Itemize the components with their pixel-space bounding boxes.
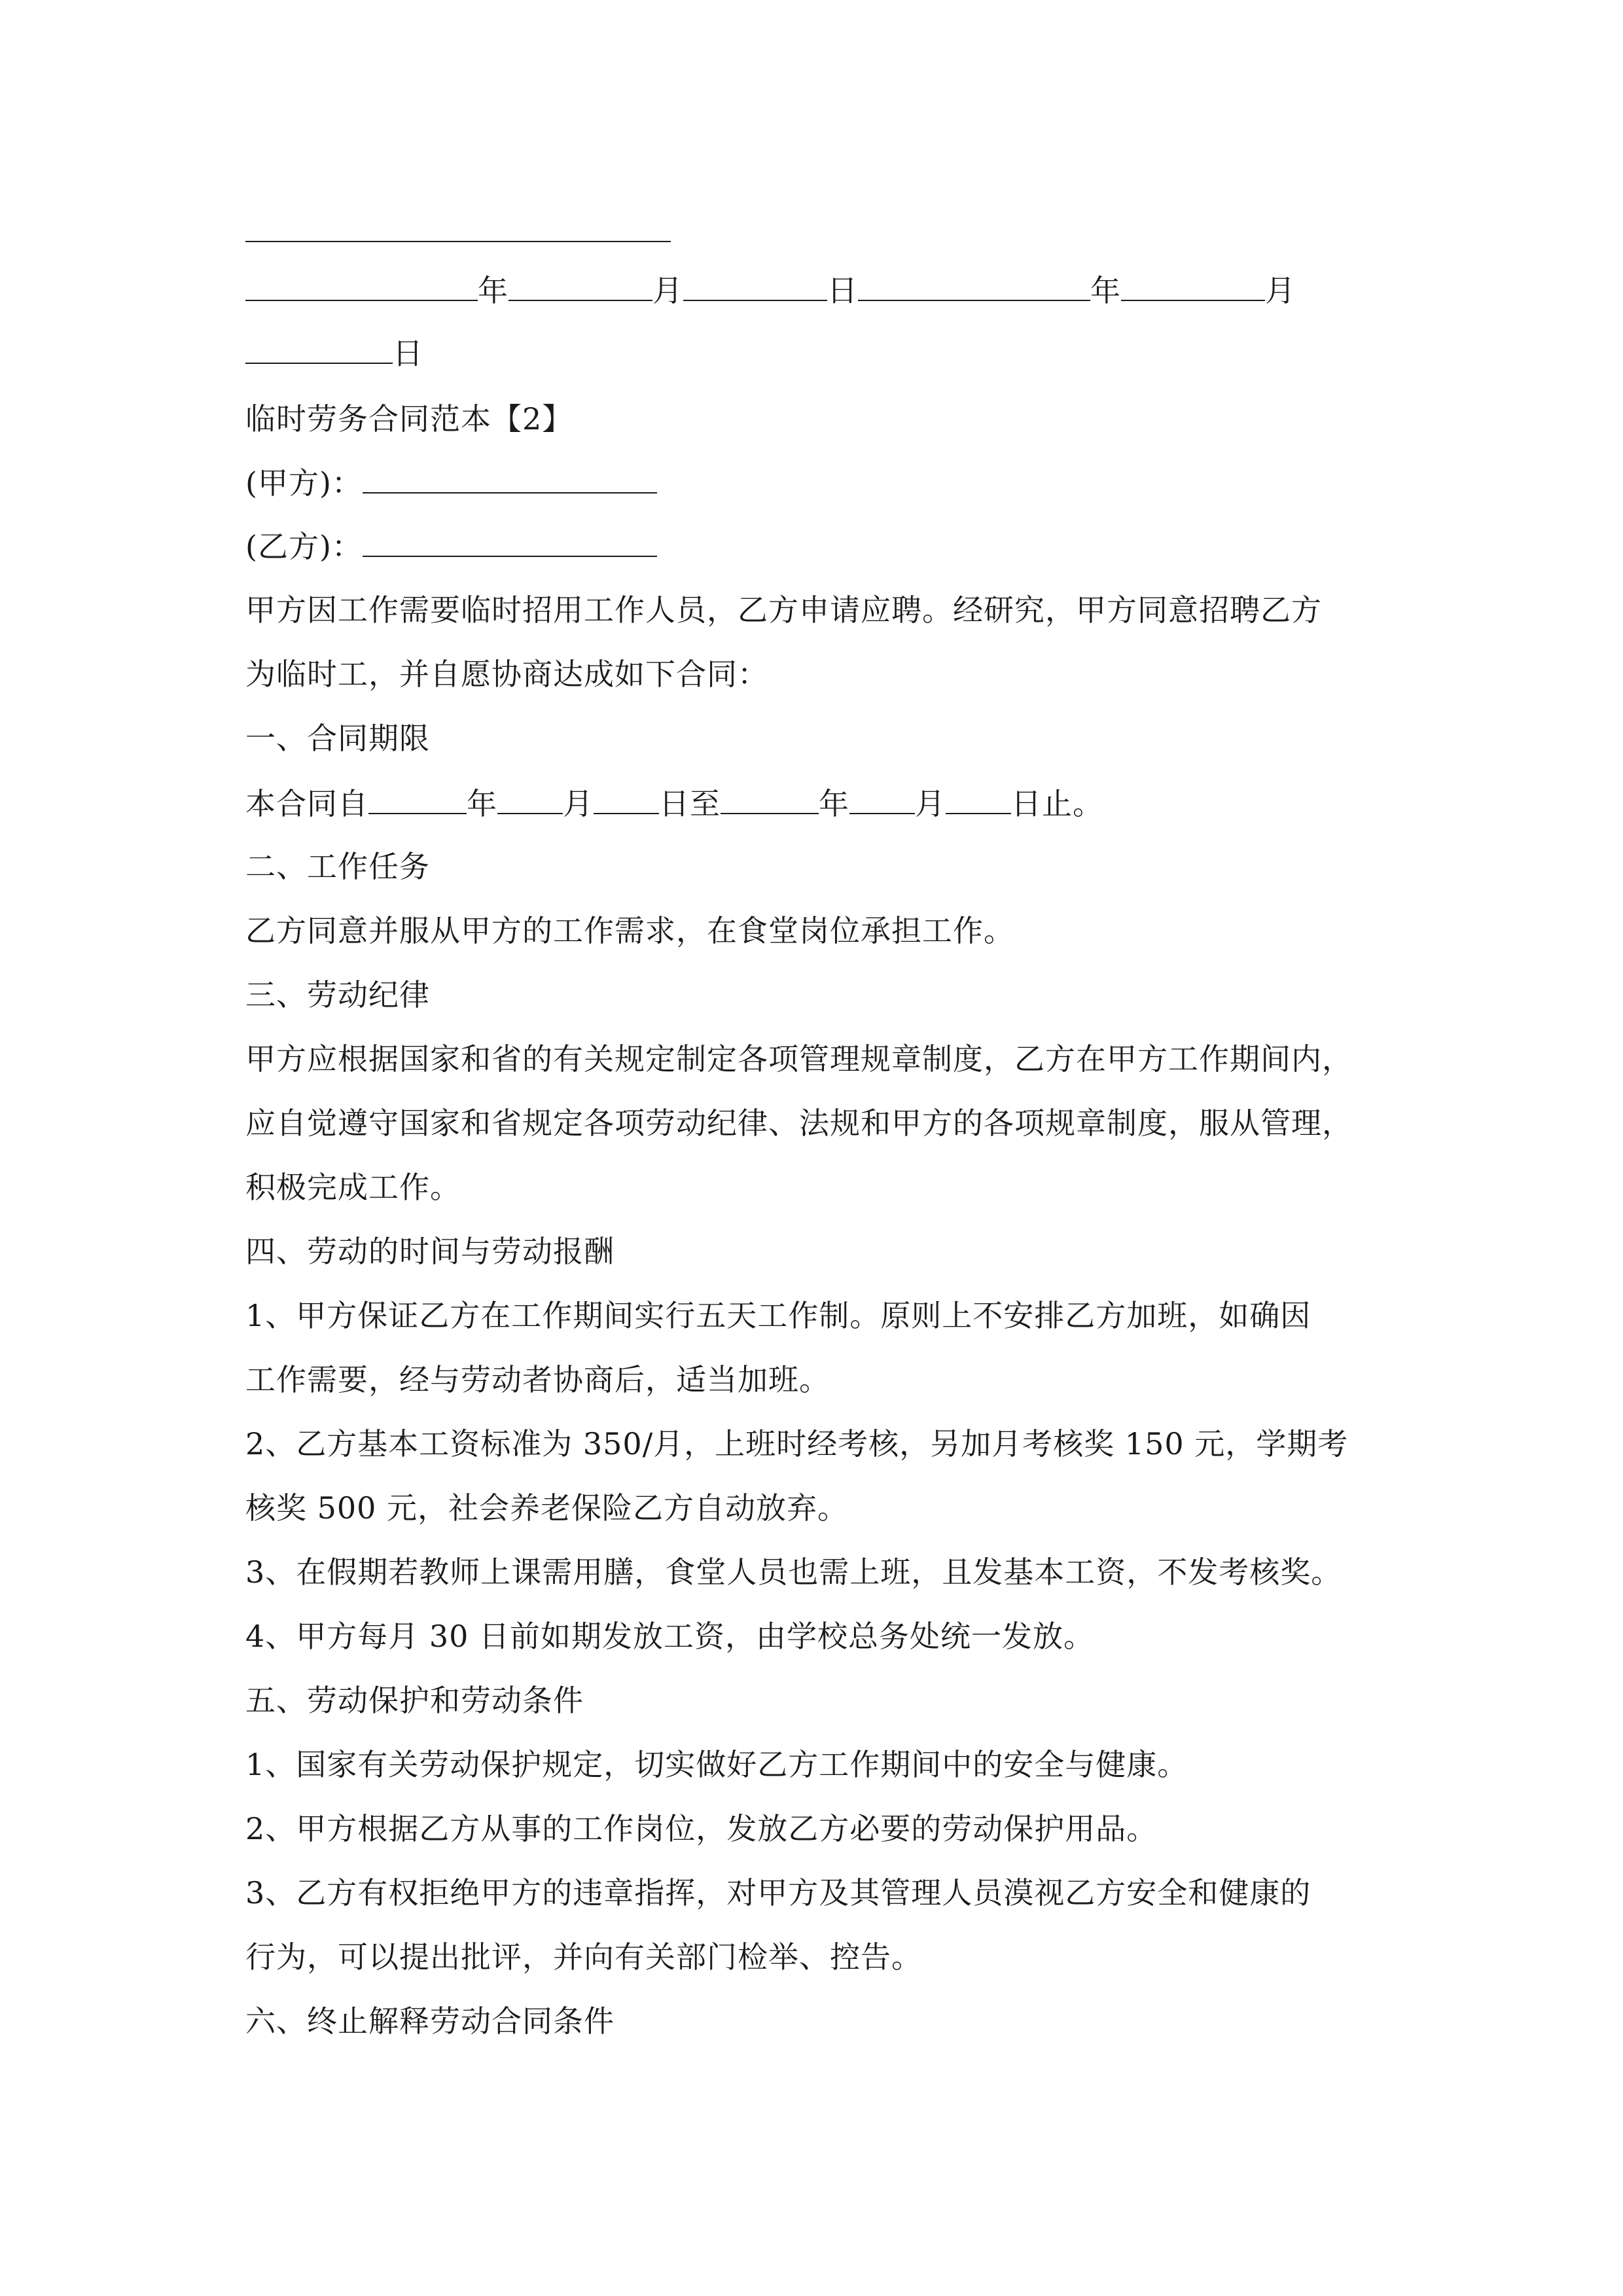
day-label: 日 (827, 273, 858, 308)
party-b-line (245, 526, 657, 566)
day-label: 日 (393, 336, 423, 371)
year-label: 年 (1090, 273, 1121, 308)
blank (245, 332, 393, 364)
blank (858, 270, 1090, 301)
section-heading: 一、合同期限 (245, 721, 430, 756)
list-item: 3、在假期若教师上课需用膳，食堂人员也需上班，且发基本工资，不发考核奖。 (245, 1554, 1342, 1590)
blank (508, 270, 652, 301)
list-item: 工作需要，经与劳动者协商后，适当加班。 (245, 1362, 830, 1397)
list-item: 1、国家有关劳动保护规定，切实做好乙方工作期间中的安全与健康。 (245, 1747, 1188, 1782)
year-label: 年 (478, 273, 508, 308)
section-heading: 四、劳动的时间与劳动报酬 (245, 1234, 615, 1269)
blank (368, 783, 467, 814)
party-b-blank (363, 526, 657, 557)
month-label: 月 (915, 786, 946, 821)
list-item: 2、甲方根据乙方从事的工作岗位，发放乙方必要的劳动保护用品。 (245, 1811, 1158, 1846)
blank (849, 783, 915, 814)
contract-title: 临时劳务合同范本【2】 (245, 401, 573, 437)
paragraph: 应自觉遵守国家和省规定各项劳动纪律、法规和甲方的各项规章制度，服从管理， (245, 1105, 1353, 1141)
year-label: 年 (467, 786, 497, 821)
term-prefix: 本合同自 (245, 786, 368, 821)
list-item: 行为，可以提出批评，并向有关部门检举、控告。 (245, 1939, 922, 1975)
blank (594, 783, 659, 814)
blank (497, 783, 563, 814)
list-item: 2、乙方基本工资标准为 350/月，上班时经考核，另加月考核奖 150 元，学期考 (245, 1426, 1349, 1462)
intro-text: 为临时工，并自愿协商达成如下合同： (245, 656, 768, 692)
year-label: 年 (819, 786, 849, 821)
list-item: 4、甲方每月 30 日前如期发放工资，由学校总务处统一发放。 (245, 1619, 1095, 1654)
party-a-label: (甲方)： (245, 465, 363, 501)
blank (721, 783, 819, 814)
month-label: 月 (563, 786, 594, 821)
day-to-label: 日至 (659, 786, 721, 821)
date-fill-line-2 (245, 332, 423, 373)
signature-underline (245, 241, 671, 242)
paragraph: 乙方同意并服从甲方的工作需求，在食堂岗位承担工作。 (245, 913, 1014, 948)
section-heading: 三、劳动纪律 (245, 977, 430, 1013)
party-a-line (245, 462, 657, 503)
blank (946, 783, 1011, 814)
blank (245, 270, 478, 301)
paragraph: 积极完成工作。 (245, 1170, 461, 1205)
section-heading: 六、终止解释劳动合同条件 (245, 2003, 615, 2039)
party-b-label: (乙方)： (245, 529, 363, 564)
party-a-blank (363, 462, 657, 493)
blank (1121, 270, 1265, 301)
list-item: 核奖 500 元，社会养老保险乙方自动放弃。 (245, 1490, 849, 1526)
section-heading: 五、劳动保护和劳动条件 (245, 1683, 584, 1718)
term-line (245, 783, 1103, 823)
blank (683, 270, 827, 301)
month-label: 月 (1265, 273, 1296, 308)
list-item: 1、甲方保证乙方在工作期间实行五天工作制。原则上不安排乙方加班，如确因 (245, 1298, 1311, 1333)
section-heading: 二、工作任务 (245, 849, 430, 884)
paragraph: 甲方应根据国家和省的有关规定制定各项管理规章制度，乙方在甲方工作期间内， (245, 1041, 1353, 1077)
list-item: 3、乙方有权拒绝甲方的违章指挥，对甲方及其管理人员漠视乙方安全和健康的 (245, 1875, 1311, 1910)
month-label: 月 (652, 273, 683, 308)
term-end-label: 日止。 (1011, 786, 1103, 821)
intro-text: 甲方因工作需要临时招用工作人员，乙方申请应聘。经研究，甲方同意招聘乙方 (245, 592, 1322, 628)
date-fill-line (245, 270, 1296, 310)
